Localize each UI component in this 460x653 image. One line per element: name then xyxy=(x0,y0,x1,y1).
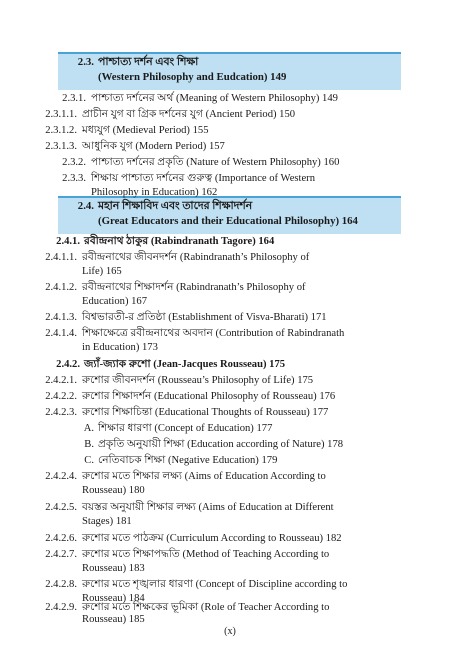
toc-page: 2.3. পাশ্চাত্য দর্শন এবং শিক্ষা (Western Philosophy and Eudcation) 149 2.3.1. পাশ্চাত্য দর্শনের অর্থ (Meaning of Western Philosophy) 149 2.3.1.1. প্রাচীন যুগ বা গ্রিক দর্শনের যুগ (Ancient Period) 150 2.3.1.2. মধ্যযুগ (Medieval Period) 155 2.3.1.3. আধুনিক যুগ (Modern Period) 157 2.3.2. পাশ্চাত্য দর্শনের প্রকৃতি (Nature of Western Philosophy) 160 2.3.3. শিক্ষায় পাশ্চাত্য দর্শনের গুরুত্ব (Importance of Western Philosophy in Education) 162 2.4. মহান শিক্ষাবিদ এবং তাদের শিক্ষাদর্শন (Great Educators and their Educational Philosophy) 164 2.4.1. রবীন্দ্রনাথ ঠাকুর (Rabindranath Tagore) 164 2.4.1.1. রবীন্দ্রনাথের জীবনদর্শন (Rabindranath’s Philosophy of Life) 165 2.4.1.2. রবীন্দ্রনাথের শিক্ষাদর্শন (Rabindranath’s Philosophy of Education) 167 2.4.1.3. বিশ্বভারতী-র প্রতিষ্ঠা (Establishment of Visva-Bharati) 171 2.4.1.4. শিক্ষাক্ষেত্রে রবীন্দ্রনাথের অবদান (Contribution of Rabindranath in Education) 173 2.4.2. জ্যাঁ-জ্যাক রুশো (Jean-Jacques Rousseau) 175 2.4.2.1. রুশোর জীবনদর্শন (Rousseau’s Philosophy of Life) 175 2.4.2.2. রুশোর শিক্ষাদর্শন (Educational Philosophy of Rousseau) 176 2.4.2.3. রুশোর শিক্ষাচিন্তা (Educational Thoughts of Rousseau) 177 A. শিক্ষার ধারণা (Concept of Education) 177 B. প্রকৃতি অনুযায়ী শিক্ষা (Education according of Nature) 178 C. নেতিবাচক শিক্ষা (Negative Education) 179 2.4.2.4. রুশোর মতে শিক্ষার লক্ষ্য (Aims of Education According to Rousseau) 180 2.4.2.5. বয়স্তর অনুযায়ী শিক্ষার লক্ষ্য (Aims of Education at Different Stages) 181 2.4.2.6. রুশোর মতে পাঠক্রম (Curriculum According to Rousseau) 182 2.4.2.7. রুশোর মতে শিক্ষাপদ্ধতি (Method of Teaching According to Rousseau) 183 2.4.2.8. রুশোর মতে শৃঙ্খলার ধারণা (Concept of Discipline according to Rousseau) 184 2.4.2.9. রুশোর মতে শিক্ষকের ভূমিকা (Role of Teacher According to Rousseau) 185 (x) xyxy=(0,0,460,653)
page-number: (x) xyxy=(224,626,236,637)
